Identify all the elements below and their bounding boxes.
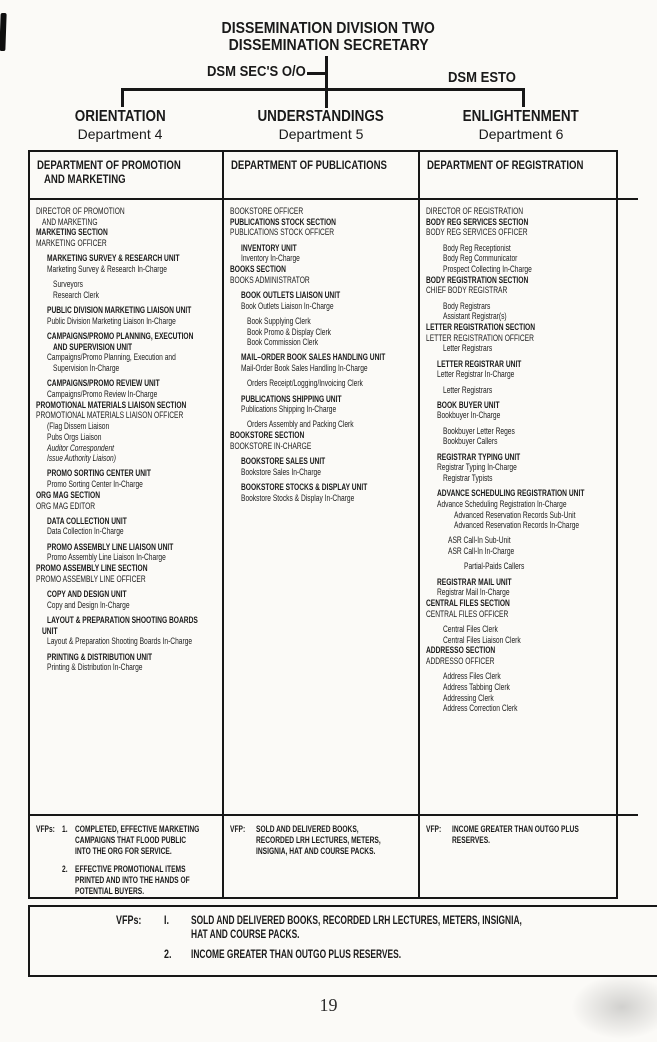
vfp-line: RESERVES.	[452, 835, 491, 845]
org-entry: MARKETING SECTION	[36, 227, 108, 238]
combined-vfp-line: HAT AND COURSE PACKS.	[191, 928, 300, 941]
division-title: DISSEMINATION DIVISION TWO	[221, 20, 436, 37]
vfp-label: VFPs:	[36, 824, 55, 834]
vfp-line: INTO THE ORG FOR SERVICE.	[75, 846, 172, 856]
org-entry: PUBLICATIONS SHIPPING UNIT	[241, 393, 342, 404]
org-entry: Layout & Preparation Shooting Boards In-Charge	[47, 636, 193, 647]
org-entry: ADDRESSO OFFICER	[426, 656, 495, 667]
org-entry: PROMOTIONAL MATERIALS LIAISON OFFICER	[36, 410, 184, 421]
vfp-line: RECORDED LRH LECTURES, METERS,	[256, 835, 381, 845]
org-entry: MAIL–ORDER BOOK SALES HANDLING UNIT	[241, 352, 386, 363]
org-entry: Partial-Paids Callers	[464, 561, 525, 572]
org-entry: INVENTORY UNIT	[241, 242, 297, 253]
org-entry: Campaigns/Promo Planning, Execution and	[47, 352, 176, 363]
branch-dept: Department 6	[478, 126, 564, 142]
branch-name: UNDERSTANDINGS	[257, 108, 385, 125]
branch-understandings	[221, 108, 421, 142]
org-entry: Address Files Clerk	[443, 671, 501, 682]
org-entry: Bookbuyer In-Charge	[437, 410, 501, 421]
vfp-item	[62, 824, 222, 857]
org-entry: PROMOTIONAL MATERIALS LIAISON SECTION	[36, 399, 187, 410]
org-entry: Promo Sorting Center In-Charge	[47, 479, 143, 490]
branch-enlightenment	[421, 108, 621, 142]
combined-vfp-line: SOLD AND DELIVERED BOOKS, RECORDED LRH LECTURES, METERS, INSIGNIA,	[191, 915, 522, 927]
connector-oo-dash	[307, 72, 326, 75]
branch-dept: Department 5	[278, 126, 364, 142]
org-entry: DIRECTOR OF PROMOTION	[36, 206, 125, 216]
org-entry: DIRECTOR OF REGISTRATION	[426, 206, 524, 216]
column-registration	[418, 152, 638, 897]
org-entry: Assistant Registrar(s)	[443, 311, 507, 322]
org-entry: Data Collection In-Charge	[47, 526, 124, 537]
org-entry: LAYOUT & PREPARATION SHOOTING BOARDS	[47, 614, 198, 625]
vfp-items	[452, 824, 636, 853]
combined-vfp-number: I.	[164, 915, 169, 927]
dept-body	[420, 200, 638, 814]
org-entry: PROMO ASSEMBLY LINE OFFICER	[36, 573, 146, 584]
org-entry: Orders Receipt/Logging/Invoicing Clerk	[247, 378, 363, 389]
org-entry: Publications Shipping In-Charge	[241, 404, 337, 415]
org-entry: Auditor Correspondent	[47, 442, 115, 453]
org-entry: Registrar Typists	[443, 472, 493, 483]
vfp-cell	[30, 814, 222, 897]
org-entry: Book Promo & Display Clerk	[247, 326, 332, 337]
vfp-item-text	[256, 824, 418, 857]
org-entry: Registrar Mail In-Charge	[437, 587, 510, 598]
org-entry: Prospect Collecting In-Charge	[443, 264, 532, 275]
org-entry: LETTER REGISTRATION SECTION	[426, 322, 536, 333]
org-entry: BODY REG SERVICES OFFICER	[426, 227, 528, 238]
org-entry: (Flag Dissem Liaison	[47, 421, 110, 432]
vfp-cell	[420, 814, 638, 897]
org-entry: Address Correction Clerk	[443, 703, 518, 714]
org-entry: BODY REG SERVICES SECTION	[426, 216, 529, 227]
combined-vfp-item	[164, 949, 644, 963]
org-entry: Supervision In-Charge	[53, 363, 120, 374]
org-entry: Public Division Marketing Liaison In-Charge	[47, 315, 176, 326]
org-entry: Mail-Order Book Sales Handling In-Charge	[241, 363, 368, 374]
dept-header-line: AND MARKETING	[44, 172, 126, 186]
org-entry: Book Outlets Liaison In-Charge	[241, 300, 334, 311]
org-table	[28, 150, 618, 899]
combined-vfp-item	[164, 915, 644, 942]
vfp-item-text	[452, 824, 623, 846]
org-entry: BODY REGISTRATION SECTION	[426, 274, 529, 285]
combined-vfp-text	[191, 915, 644, 942]
org-entry: CENTRAL FILES SECTION	[426, 598, 510, 608]
column-publications	[222, 152, 418, 897]
org-entry: Advance Scheduling Registration In-Charge	[437, 498, 567, 509]
org-entry: BOOKSTORE SALES UNIT	[241, 456, 326, 467]
org-entry: AND MARKETING	[42, 216, 98, 227]
vfp-line: PRINTED AND INTO THE HANDS OF	[75, 875, 190, 885]
org-entry: CAMPAIGNS/PROMO REVIEW UNIT	[47, 378, 160, 389]
connector-center-vertical	[325, 56, 328, 108]
org-entry: BOOK OUTLETS LIAISON UNIT	[241, 289, 341, 300]
vfp-line: CAMPAIGNS THAT FLOOD PUBLIC	[75, 835, 187, 845]
org-entry: REGISTRAR TYPING UNIT	[437, 451, 521, 462]
org-entry: Issue Authority Liaison)	[47, 453, 116, 464]
vfp-line: POTENTIAL BUYERS.	[75, 886, 145, 896]
vfp-item-text	[75, 864, 222, 897]
org-entry: BOOKSTORE OFFICER	[230, 206, 304, 216]
org-entry: Advanced Reservation Records Sub-Unit	[454, 509, 576, 520]
org-entry: BOOKSTORE SECTION	[230, 430, 305, 441]
org-entry: Central Files Clerk	[443, 623, 498, 634]
org-entry: PUBLICATIONS STOCK OFFICER	[230, 227, 335, 238]
org-entry: COPY AND DESIGN UNIT	[47, 589, 127, 599]
vfp-line: INCOME GREATER THAN OUTGO PLUS	[452, 824, 579, 834]
combined-vfps-box	[28, 905, 657, 977]
org-entry: BOOKSTORE STOCKS & DISPLAY UNIT	[241, 481, 368, 492]
vfp-label: VFP:	[230, 824, 246, 834]
vfp-line: INSIGNIA, HAT AND COURSE PACKS.	[256, 846, 376, 856]
org-entry: BOOKS SECTION	[230, 264, 286, 275]
org-entry: BOOK BUYER UNIT	[437, 399, 500, 410]
vfp-line: SOLD AND DELIVERED BOOKS,	[256, 824, 359, 834]
org-entry: ASR Call-In In-Charge	[448, 546, 515, 557]
connector-bracket-horizontal	[121, 88, 525, 91]
branch-orientation	[20, 108, 220, 142]
dsm-esto-label: DSM ESTO	[448, 70, 516, 86]
dept-header-line: DEPARTMENT OF REGISTRATION	[427, 158, 584, 172]
org-entry: Bookstore Stocks & Display In-Charge	[241, 492, 355, 503]
vfp-items	[62, 824, 222, 897]
branch-dept: Department 4	[77, 126, 163, 142]
org-entry: Bookstore Sales In-Charge	[241, 466, 321, 477]
org-entry: Book Supplying Clerk	[247, 315, 311, 326]
org-entry: PROMO ASSEMBLY LINE LIAISON UNIT	[47, 541, 174, 552]
dept-body	[224, 200, 418, 814]
org-entry: PRINTING & DISTRIBUTION UNIT	[47, 651, 153, 662]
vfp-line: EFFECTIVE PROMOTIONAL ITEMS	[75, 864, 186, 874]
org-entry: Book Commission Clerk	[247, 337, 319, 348]
org-entry: LETTER REGISTRATION OFFICER	[426, 332, 534, 343]
org-entry: Letter Registrars	[443, 343, 493, 354]
org-entry: PUBLIC DIVISION MARKETING LIAISON UNIT	[47, 305, 192, 316]
org-entry: CAMPAIGNS/PROMO PLANNING, EXECUTION	[47, 331, 194, 342]
combined-vfp-text	[191, 949, 479, 963]
org-entry: REGISTRAR MAIL UNIT	[437, 576, 512, 587]
org-entry: ASR Call-In Sub-Unit	[448, 535, 511, 546]
org-entry: Addressing Clerk	[443, 692, 494, 703]
combined-vfp-line: INCOME GREATER THAN OUTGO PLUS RESERVES.	[191, 949, 402, 961]
org-entry: Bookbuyer Callers	[443, 436, 498, 447]
org-entry: DATA COLLECTION UNIT	[47, 515, 127, 526]
org-entry: Letter Registrars	[443, 384, 493, 395]
dept-header	[420, 152, 638, 200]
org-entry: Body Reg Communicator	[443, 253, 518, 264]
org-entry: Promo Assembly Line Liaison In-Charge	[47, 552, 166, 563]
org-entry: LETTER REGISTRAR UNIT	[437, 358, 522, 369]
vfp-items	[256, 824, 418, 864]
org-entry: PROMO ASSEMBLY LINE SECTION	[36, 563, 148, 574]
org-entry: ADDRESSO SECTION	[426, 645, 496, 656]
connector-right-drop	[522, 88, 525, 107]
vfp-line: COMPLETED, EFFECTIVE MARKETING	[75, 824, 200, 834]
org-entry: Inventory In-Charge	[241, 253, 300, 264]
dsm-secs-oo-label: DSM SEC'S O/O	[207, 64, 306, 80]
org-entry: Letter Registrar In-Charge	[437, 369, 515, 380]
org-entry: Central Files Liaison Clerk	[443, 634, 521, 645]
org-entry: MARKETING SURVEY & RESEARCH UNIT	[47, 253, 180, 264]
vfp-item-text	[75, 824, 222, 857]
dept-header-line: DEPARTMENT OF PUBLICATIONS	[231, 158, 387, 172]
org-entry: Registrar Typing In-Charge	[437, 462, 517, 473]
org-entry: PUBLICATIONS STOCK SECTION	[230, 216, 336, 227]
vfp-item	[62, 864, 222, 897]
org-entry: Surveyors	[53, 279, 83, 290]
org-entry: UNIT	[42, 625, 58, 636]
vfp-cell	[224, 814, 418, 897]
org-entry: PROMO SORTING CENTER UNIT	[47, 468, 151, 479]
vfps-label: VFPs:	[116, 915, 142, 927]
dept-body	[30, 200, 222, 814]
org-entry: ORG MAG EDITOR	[36, 500, 96, 511]
org-entry: Body Registrars	[443, 300, 491, 311]
org-entry: Research Clerk	[53, 289, 99, 300]
vfp-label: VFP:	[426, 824, 442, 834]
dept-header-line: DEPARTMENT OF PROMOTION	[37, 158, 181, 172]
org-entry: Advanced Reservation Records In-Charge	[454, 520, 580, 531]
vfps-items	[164, 915, 644, 963]
connector-left-drop	[121, 88, 124, 107]
org-entry: MARKETING OFFICER	[36, 238, 107, 249]
vfp-item-number: 2.	[62, 864, 68, 874]
org-entry: ADVANCE SCHEDULING REGISTRATION UNIT	[437, 488, 585, 499]
org-entry: AND SUPERVISION UNIT	[53, 341, 133, 352]
vfp-item	[452, 824, 636, 846]
org-entry: BOOKSTORE IN-CHARGE	[230, 440, 312, 451]
org-entry: CENTRAL FILES OFFICER	[426, 608, 509, 619]
page-number: 19	[319, 995, 338, 1015]
org-entry: Copy and Design In-Charge	[47, 599, 130, 610]
org-entry: CHIEF BODY REGISTRAR	[426, 285, 508, 296]
org-entry: Pubs Orgs Liaison	[47, 431, 102, 442]
branch-name: ENLIGHTENMENT	[462, 108, 580, 125]
dept-header	[224, 152, 418, 200]
org-entry: Orders Assembly and Packing Clerk	[247, 419, 354, 430]
org-entry: ORG MAG SECTION	[36, 489, 101, 500]
dept-header	[30, 152, 222, 200]
combined-vfp-number: 2.	[164, 949, 172, 961]
vfp-item-number: 1.	[62, 824, 68, 834]
column-promotion-marketing	[30, 152, 222, 897]
org-entry: BOOKS ADMINISTRATOR	[230, 274, 310, 285]
org-entry: Bookbuyer Letter Reges	[443, 425, 515, 436]
org-entry: Address Tabbing Clerk	[443, 681, 510, 692]
org-entry: Marketing Survey & Research In-Charge	[47, 264, 167, 275]
secretary-title: DISSEMINATION SECRETARY	[228, 37, 429, 54]
org-entry: Printing & Distribution In-Charge	[47, 662, 143, 673]
org-entry: Campaigns/Promo Review In-Charge	[47, 389, 158, 400]
branch-name: ORIENTATION	[74, 108, 166, 125]
vfp-item	[256, 824, 418, 857]
org-entry: Body Reg Receptionist	[443, 242, 511, 253]
